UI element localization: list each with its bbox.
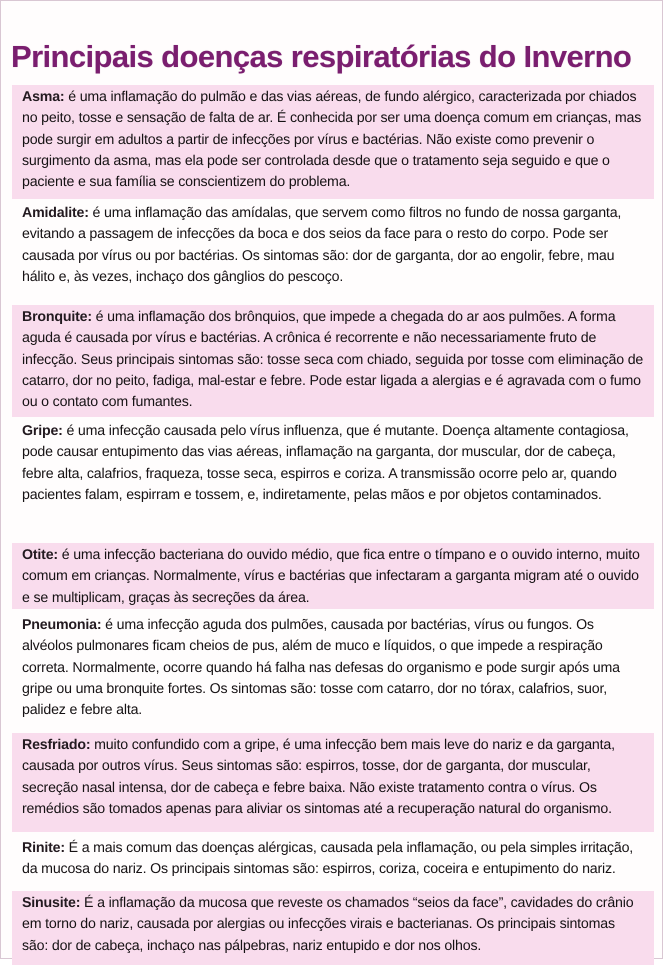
- disease-entry-rinite: [12, 836, 654, 886]
- disease-description: é uma infecção aguda dos pulmões, causada por bactérias, vírus ou fungos. Os alvéolos pulmonares ficam cheios de pus, além de muco e líquidos, o que impede a respiração correta. Normalmente, ocorre quando há falha nas defesas do organismo e pode surgir após uma gripe ou uma bronquite fortes. Os sintomas são: tosse com catarro, dor no tórax, calafrios, suor, palidez e febre alta.: [22, 617, 620, 719]
- disease-name: Rinite:: [22, 840, 65, 857]
- disease-name: Amidalite:: [22, 205, 89, 222]
- disease-name: Gripe:: [22, 423, 63, 440]
- disease-name: Asma:: [22, 89, 65, 106]
- disease-entry-bronquite: [12, 305, 654, 417]
- disease-list: [12, 71, 654, 954]
- disease-entry-pneumonia: [12, 613, 654, 729]
- disease-description: é uma infecção bacteriana do ouvido médio, que fica entre o tímpano e o ouvido interno, muito comum em crianças. Normalmente, vírus e bactérias que infectaram a garganta migram até o ouvido e se multiplicam, graças às secreções da área.: [22, 547, 640, 606]
- disease-description: é uma inflamação das amídalas, que servem como filtros no fundo de nossa garganta, evitando a passagem de infecções da boca e dos seios da face para o resto do corpo. Pode ser causada por vírus ou por bactérias. Os sintomas são: dor de garganta, dor ao engolir, febre, mau hálito e, às vezes, inchaço dos gânglios do pescoço.: [22, 205, 622, 286]
- page-title: Principais doenças respiratórias do Inverno: [11, 38, 632, 74]
- disease-entry-asma: [12, 85, 654, 199]
- disease-name: Sinusite:: [22, 895, 81, 912]
- disease-name: Pneumonia:: [22, 617, 102, 634]
- disease-name: Bronquite:: [22, 309, 92, 326]
- disease-description: muito confundido com a gripe, é uma infecção bem mais leve do nariz e da garganta, causada por outros vírus. Seus sintomas são: espirros, tosse, dor de garganta, dor muscular, secreção nasal intensa, dor de cabeça e febre baixa. Não existe tratamento contra o vírus. Os remédios são tomados apenas para aliviar os sintomas até a recuperação natural do organismo.: [22, 737, 615, 818]
- disease-description: é uma inflamação do pulmão e das vias aéreas, de fundo alérgico, caracterizada por chiados no peito, tosse e sensação de falta de ar. É conhecida por ser uma doença comum em crianças, mas pode surgir em adultos a partir de infecções por vírus e bactérias. Não existe como prevenir o surgimento da asma, mas ela pode ser controlada desde que o tratamento seja seguido e que o paciente e sua família se conscientizem do problema.: [22, 89, 642, 191]
- disease-name: Resfriado:: [22, 737, 91, 754]
- disease-entry-amidalite: [12, 201, 654, 300]
- disease-entry-gripe: [12, 419, 654, 540]
- disease-description: É a inflamação da mucosa que reveste os chamados “seios da face”, cavidades do crânio em torno do nariz, causada por alergias ou infecções virais e bacterianas. Os principais sintomas são: dor de cabeça, inchaço nas pálpebras, nariz entupido e dor nos olhos.: [22, 895, 634, 954]
- disease-description: é uma infecção causada pelo vírus influenza, que é mutante. Doença altamente contagiosa, pode causar entupimento das vias aéreas, inflamação na garganta, dor muscular, dor de cabeça, febre alta, calafrios, fraqueza, tosse seca, espirros e coriza. A transmissão ocorre pelo ar, quando pacientes falam, espirram e tossem, e, indiretamente, pelas mãos e por objetos contaminados.: [22, 423, 629, 504]
- disease-entry-otite: [12, 543, 654, 609]
- disease-entry-resfriado: [12, 733, 654, 832]
- disease-entry-sinusite: [12, 891, 654, 965]
- disease-description: É a mais comum das doenças alérgicas, causada pela inflamação, ou pela simples irritação, da mucosa do nariz. Os principais sintomas são: espirros, coriza, coceira e entupimento do nariz.: [22, 840, 634, 878]
- disease-description: é uma inflamação dos brônquios, que impede a chegada do ar aos pulmões. A forma aguda é causada por vírus e bactérias. A crônica é recorrente e não necessariamente fruto de infecção. Seus principais sintomas são: tosse seca com chiado, seguida por tosse com eliminação de catarro, dor no peito, fadiga, mal-estar e febre. Pode estar ligada a alergias e é agravada com o fumo ou o contato com fumantes.: [22, 309, 644, 411]
- disease-name: Otite:: [22, 547, 58, 564]
